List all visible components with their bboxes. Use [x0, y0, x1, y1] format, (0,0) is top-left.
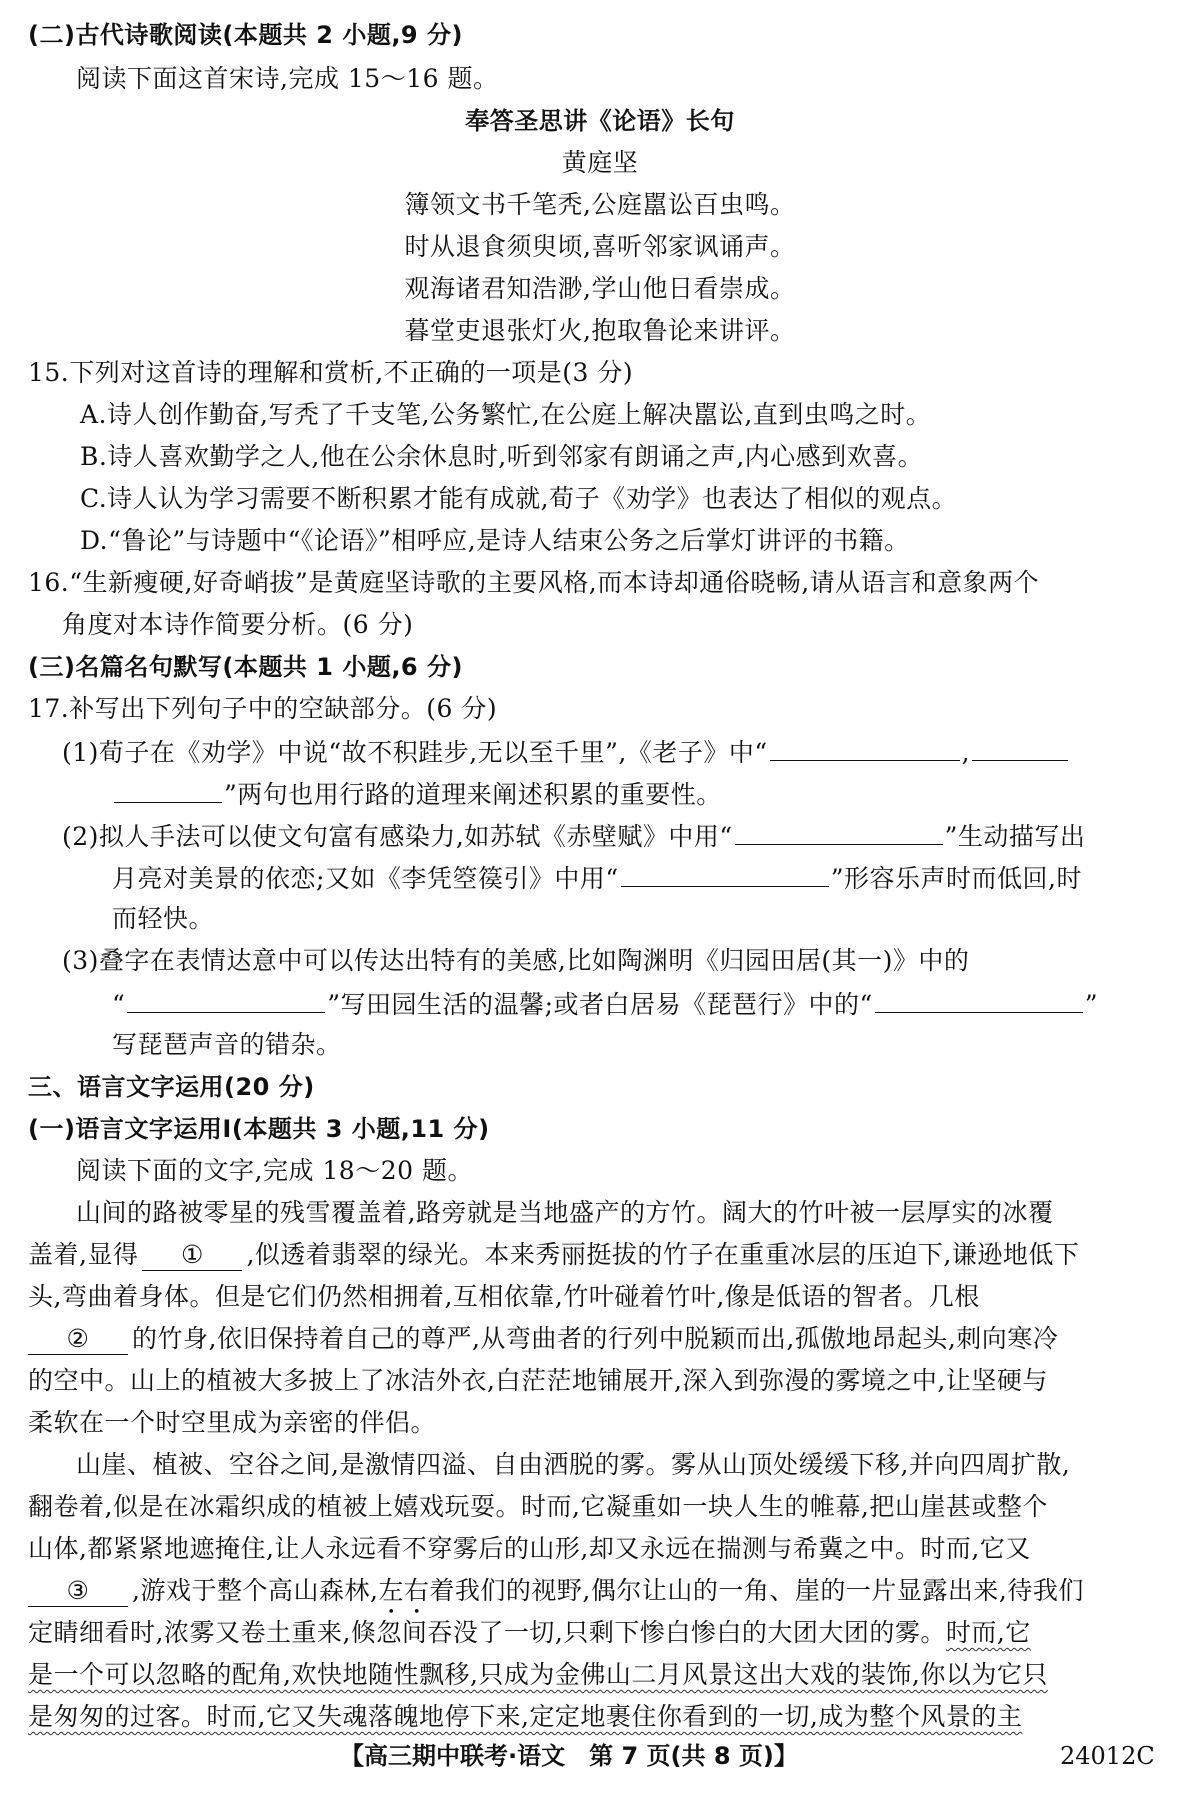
- passage-line: ② 的竹身,依旧保持着自己的尊严,从弯曲者的行列中脱颖而出,孤傲地昂起头,刺向寒冷: [28, 1322, 1200, 1356]
- numbered-blank-3[interactable]: ③: [28, 1576, 128, 1607]
- passage-line: 的空中。山上的植被大多披上了冰洁外衣,白茫茫地铺展开,深入到弥漫的雾境之中,让坚硬与: [28, 1366, 1048, 1395]
- answer-blank[interactable]: [735, 818, 943, 845]
- part-heading-language: 三、语言文字运用(20 分): [28, 1073, 315, 1101]
- passage-line: 山间的路被零星的残雪覆盖着,路旁就是当地盛产的方竹。阔大的竹叶被一层厚实的冰覆: [76, 1198, 1054, 1227]
- answer-blank[interactable]: [770, 734, 960, 761]
- wavy-underlined-text: 是匆匆的过客。时而,它又失魂落魄地停下来,定定地裹住你看到的一切,成为整个风景的主: [28, 1702, 1023, 1731]
- poem-author: 黄庭坚: [561, 148, 639, 177]
- question-15-option-d: D.“鲁论”与诗题中“《论语》”相呼应,是诗人结束公务之后掌灯讲评的书籍。: [80, 526, 910, 555]
- answer-blank[interactable]: [875, 986, 1083, 1013]
- passage-line: 头,弯曲着身体。但是它们仍然相拥着,互相依靠,竹叶碰着竹叶,像是低语的智者。几根: [28, 1282, 980, 1311]
- document-code: 24012C: [1060, 1742, 1155, 1770]
- wavy-underlined-text: 是一个可以忽略的配角,欢快地随性飘移,只成为金佛山二月风景这出大戏的装饰,你以为它只: [28, 1660, 1048, 1689]
- passage-line: ③ ,游戏于整个高山森林,左右着我们的视野,偶尔让山的一角、崖的一片显露出来,待我们: [28, 1574, 1200, 1620]
- language-intro: 阅读下面的文字,完成 18～20 题。: [76, 1156, 473, 1185]
- section-heading-recitation: (三)名篇名句默写(本题共 1 小题,6 分): [28, 653, 463, 681]
- answer-blank[interactable]: [621, 860, 829, 887]
- page-footer: 【高三期中联考·语文 第 7 页(共 8 页)】: [340, 1742, 798, 1770]
- question-17-stem: 17.补写出下列句子中的空缺部分。(6 分): [28, 694, 498, 723]
- passage-line: 定睛细看时,浓雾又卷土重来,倏忽间吞没了一切,只剩下惨白惨白的大团大团的雾。时而,它: [28, 1618, 1031, 1647]
- passage-line: 翻卷着,似是在冰霜织成的植被上嬉戏玩耍。时而,它凝重如一块人生的帷幕,把山崖甚或整个: [28, 1492, 1048, 1521]
- wavy-underlined-text: 时而,它: [945, 1618, 1031, 1647]
- question-15-option-a: A.诗人创作勤奋,写秃了千支笔,公务繁忙,在公庭上解决嚚讼,直到虫鸣之时。: [80, 400, 932, 429]
- question-16-line2: 角度对本诗作简要分析。(6 分): [62, 610, 414, 639]
- poem-line: 观海诸君知浩渺,学山他日看崇成。: [404, 274, 796, 303]
- numbered-blank-1[interactable]: ①: [142, 1240, 242, 1271]
- numbered-blank-2[interactable]: ②: [28, 1324, 128, 1355]
- question-16-line1: 16.“生新瘦硬,好奇峭拔”是黄庭坚诗歌的主要风格,而本诗却通俗晓畅,请从语言和意象两个: [28, 568, 1040, 597]
- emphasized-word: 左右: [378, 1576, 430, 1605]
- question-17-part2-cont: 月亮对美景的依恋;又如《李凭箜篌引》中用“ ”形容乐声时而低回,时: [112, 860, 1200, 896]
- section-heading-poetry: (二)古代诗歌阅读(本题共 2 小题,9 分): [28, 21, 463, 49]
- question-17-part1-cont: ”两句也用行路的道理来阐述积累的重要性。: [112, 776, 1200, 812]
- poem-title: 奉答圣思讲《论语》长句: [465, 107, 735, 135]
- poem-line: 时从退食须臾顷,喜听邻家讽诵声。: [404, 232, 796, 261]
- question-17-part3-cont: “ ”写田园生活的温馨;或者白居易《琵琶行》中的“ ”: [112, 986, 1200, 1022]
- question-17-part3: (3)叠字在表情达意中可以传达出特有的美感,比如陶渊明《归园田居(其一)》中的: [62, 946, 970, 975]
- passage-line: 山崖、植被、空谷之间,是激情四溢、自由洒脱的雾。雾从山顶处缓缓下移,并向四周扩散,: [76, 1450, 1071, 1479]
- question-17-part2: (2)拟人手法可以使文句富有感染力,如苏轼《赤壁赋》中用“ ”生动描写出: [62, 818, 1200, 854]
- question-17-part1: (1)荀子在《劝学》中说“故不积跬步,无以至千里”,《老子》中“ ,: [62, 734, 1200, 770]
- question-15-option-b: B.诗人喜欢勤学之人,他在公余休息时,听到邻家有朗诵之声,内心感到欢喜。: [80, 442, 924, 471]
- answer-blank[interactable]: [114, 776, 222, 803]
- answer-blank[interactable]: [972, 734, 1068, 761]
- passage-line: 山体,都紧紧地遮掩住,让人永远看不穿雾后的山形,却又永远在揣测与希冀之中。时而,它又: [28, 1534, 1031, 1563]
- passage-line: [28, 1700, 1200, 1734]
- question-17-part2-end: 而轻快。: [112, 904, 215, 933]
- poetry-intro: 阅读下面这首宋诗,完成 15～16 题。: [76, 64, 499, 93]
- question-15-stem: 15.下列对这首诗的理解和赏析,不正确的一项是(3 分): [28, 358, 634, 387]
- passage-line: [28, 1658, 1200, 1692]
- answer-blank[interactable]: [127, 986, 325, 1013]
- question-15-option-c: C.诗人认为学习需要不断积累才能有成就,荀子《劝学》也表达了相似的观点。: [80, 484, 958, 513]
- poem-line: 暮堂吏退张灯火,抱取鲁论来讲评。: [404, 316, 796, 345]
- question-17-part3-end: 写琵琶声音的错杂。: [112, 1030, 342, 1059]
- passage-line: 盖着,显得 ① ,似透着翡翠的绿光。本来秀丽挺拔的竹子在重重冰层的压迫下,谦逊地低下: [28, 1240, 1080, 1269]
- section-heading-language-1: (一)语言文字运用Ⅰ(本题共 3 小题,11 分): [28, 1115, 490, 1143]
- poem-line: 簿领文书千笔秃,公庭嚚讼百虫鸣。: [404, 190, 796, 219]
- passage-line: 柔软在一个时空里成为亲密的伴侣。: [28, 1408, 437, 1437]
